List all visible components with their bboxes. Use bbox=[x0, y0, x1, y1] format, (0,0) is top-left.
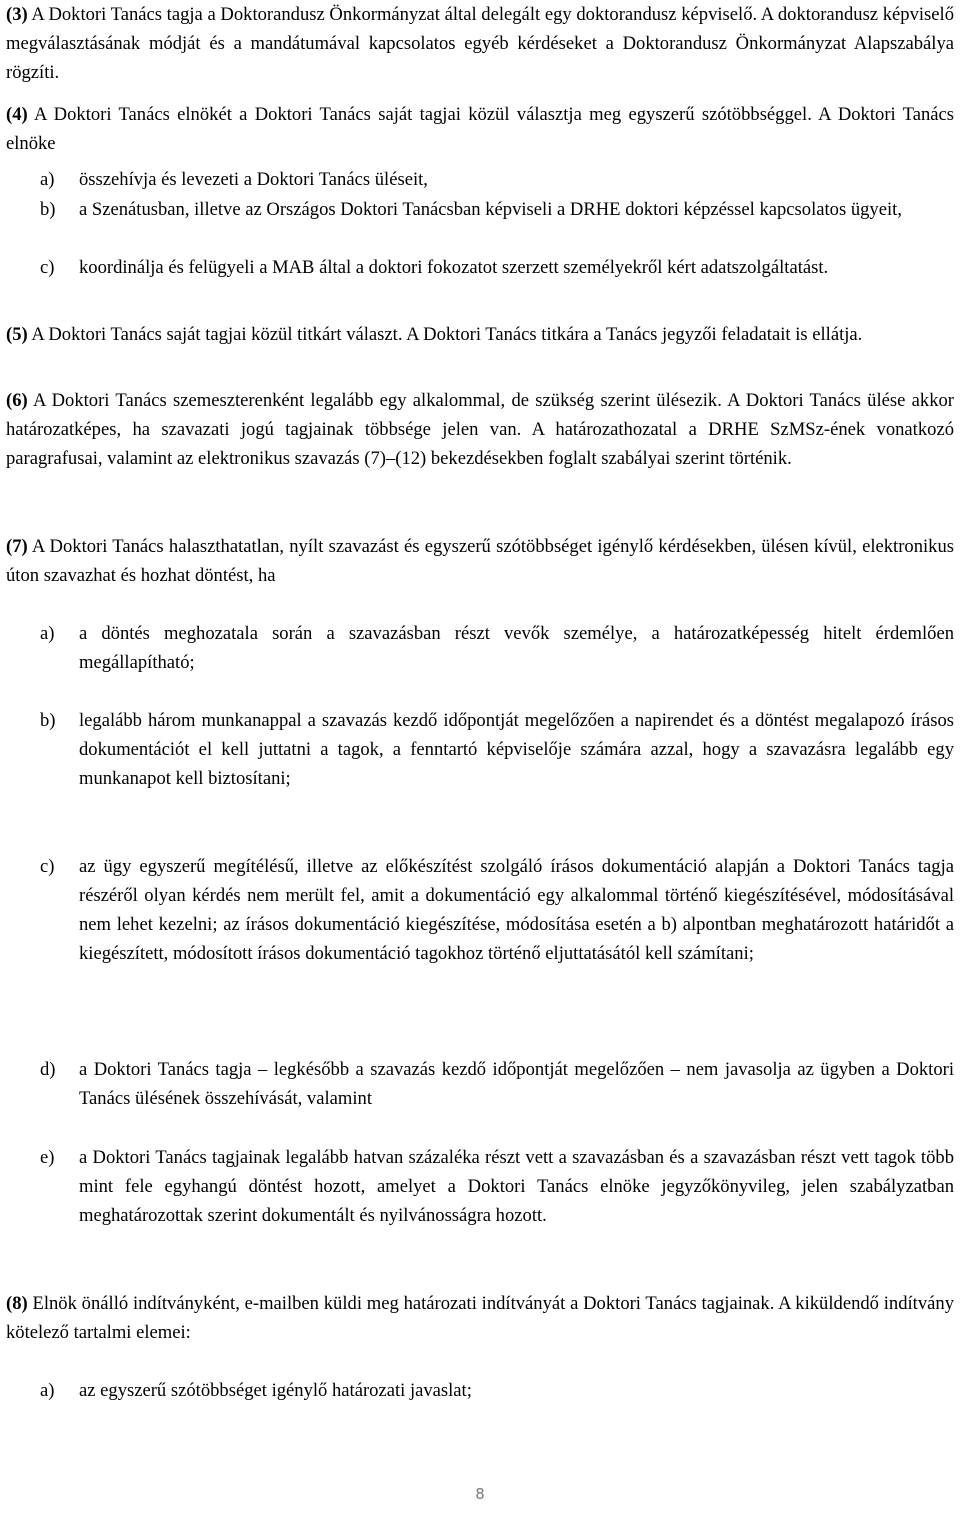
list-item-label: c) bbox=[40, 856, 55, 877]
list-item-text: a Doktori Tanács tagjainak legalább hatvan százaléka részt vett a szavazásban és a szavazásban részt vett tagok több mint fele egyhangú döntést hozott, amelyet a Doktori Tanács elnöke jegyzőkönyvileg, jelen szabályzatban meghatározottak szerint dokumentált és nyilvánosságra hozott. bbox=[79, 1147, 954, 1226]
paragraph-text: Elnök önálló indítványként, e-mailben küldi meg határozati indítványát a Doktori Tanács tagjainak. A kiküldendő indítvány kötelező tartalmi elemei: bbox=[6, 1293, 954, 1343]
paragraph-number: (3) bbox=[6, 4, 28, 25]
paragraph-number: (8) bbox=[6, 1293, 28, 1314]
list-item-label: e) bbox=[40, 1147, 55, 1168]
list-item-text: az ügy egyszerű megítélésű, illetve az előkészítést szolgáló írásos dokumentáció alapján a Doktori Tanács tagja részéről olyan kérdés nem merült fel, amit a dokumentáció egy alkalommal történő kiegészítésével, módosításával nem lehet kezelni; az írásos dokumentáció kiegészítése, módosítása esetén a b) alpontban meghatározott határidőt a kiegészített, módosított írásos dokumentáció tagokhoz történő eljuttatásától kell számítani; bbox=[79, 856, 954, 964]
paragraph-8 bbox=[6, 1289, 954, 1347]
list-item-label: a) bbox=[40, 623, 55, 644]
list-item-text: legalább három munkanappal a szavazás kezdő időpontját megelőzően a napirendet és a döntést megalapozó írásos dokumentációt el kell juttatni a tagok, a fenntartó képviselője számára azzal, hogy a szavazásra legalább egy munkanapot kell biztosítani; bbox=[79, 710, 954, 789]
list-item-label: c) bbox=[40, 257, 55, 278]
paragraph-number: (5) bbox=[6, 324, 28, 345]
list-item-text: a Szenátusban, illetve az Országos Doktori Tanácsban képviseli a DRHE doktori képzéssel kapcsolatos ügyeit, bbox=[79, 199, 902, 220]
list-item-text: koordinálja és felügyeli a MAB által a doktori fokozatot szerzett személyekről kért adatszolgáltatást. bbox=[79, 257, 829, 278]
paragraph-text: A Doktori Tanács elnökét a Doktori Tanács saját tagjai közül választja meg egyszerű szótöbbséggel. A Doktori Tanács elnöke bbox=[6, 104, 954, 154]
paragraph-number: (4) bbox=[6, 104, 28, 125]
list-item-label: b) bbox=[40, 199, 56, 220]
paragraph-text: A Doktori Tanács saját tagjai közül titkárt választ. A Doktori Tanács titkára a Tanács jegyzői feladatait is ellátja. bbox=[31, 324, 863, 345]
paragraph-6 bbox=[6, 386, 954, 473]
list-item-text: a Doktori Tanács tagja – legkésőbb a szavazás kezdő időpontját megelőzően – nem javasolja az ügyben a Doktori Tanács ülésének összehívását, valamint bbox=[79, 1059, 954, 1109]
list-item-label: a) bbox=[40, 1380, 55, 1401]
paragraph-text: A Doktori Tanács szemeszterenként legalább egy alkalommal, de szükség szerint ülésezik. A Doktori Tanács ülése akkor határozatképes, ha szavazati jogú tagjainak többsége jelen van. A határozathozatal a DRHE SzMSz-ének vonatkozó paragrafusai, valamint az elektronikus szavazás (7)–(12) bekezdésekben foglalt szabályai szerint történik. bbox=[6, 390, 954, 469]
list-item-label: d) bbox=[40, 1059, 56, 1080]
list-item-label: b) bbox=[40, 710, 56, 731]
paragraph-number: (7) bbox=[6, 536, 28, 557]
list-item-text: az egyszerű szótöbbséget igénylő határozati javaslat; bbox=[79, 1380, 472, 1401]
paragraph-7 bbox=[6, 532, 954, 590]
paragraph-text: A Doktori Tanács tagja a Doktorandusz Önkormányzat által delegált egy doktorandusz képviselő. A doktorandusz képviselő megválasztásának módját és a mandátumával kapcsolatos egyéb kérdéseket a Doktorandusz Önkormányzat Alapszabálya rögzíti. bbox=[6, 4, 955, 83]
list-item-text: a döntés meghozatala során a szavazásban részt vevők személye, a határozatképesség hitelt érdemlően megállapítható; bbox=[79, 623, 954, 673]
paragraph-text: A Doktori Tanács halaszthatatlan, nyílt szavazást és egyszerű szótöbbséget igénylő kérdésekben, ülésen kívül, elektronikus úton szavazhat és hozhat döntést, ha bbox=[6, 536, 954, 586]
page-number: 8 bbox=[475, 1485, 485, 1503]
paragraph-4 bbox=[6, 100, 954, 158]
list-item-text: összehívja és levezeti a Doktori Tanács üléseit, bbox=[79, 169, 428, 190]
paragraph-5 bbox=[6, 320, 954, 349]
list-item-label: a) bbox=[40, 169, 55, 190]
paragraph-3 bbox=[6, 0, 954, 87]
paragraph-number: (6) bbox=[6, 390, 28, 411]
